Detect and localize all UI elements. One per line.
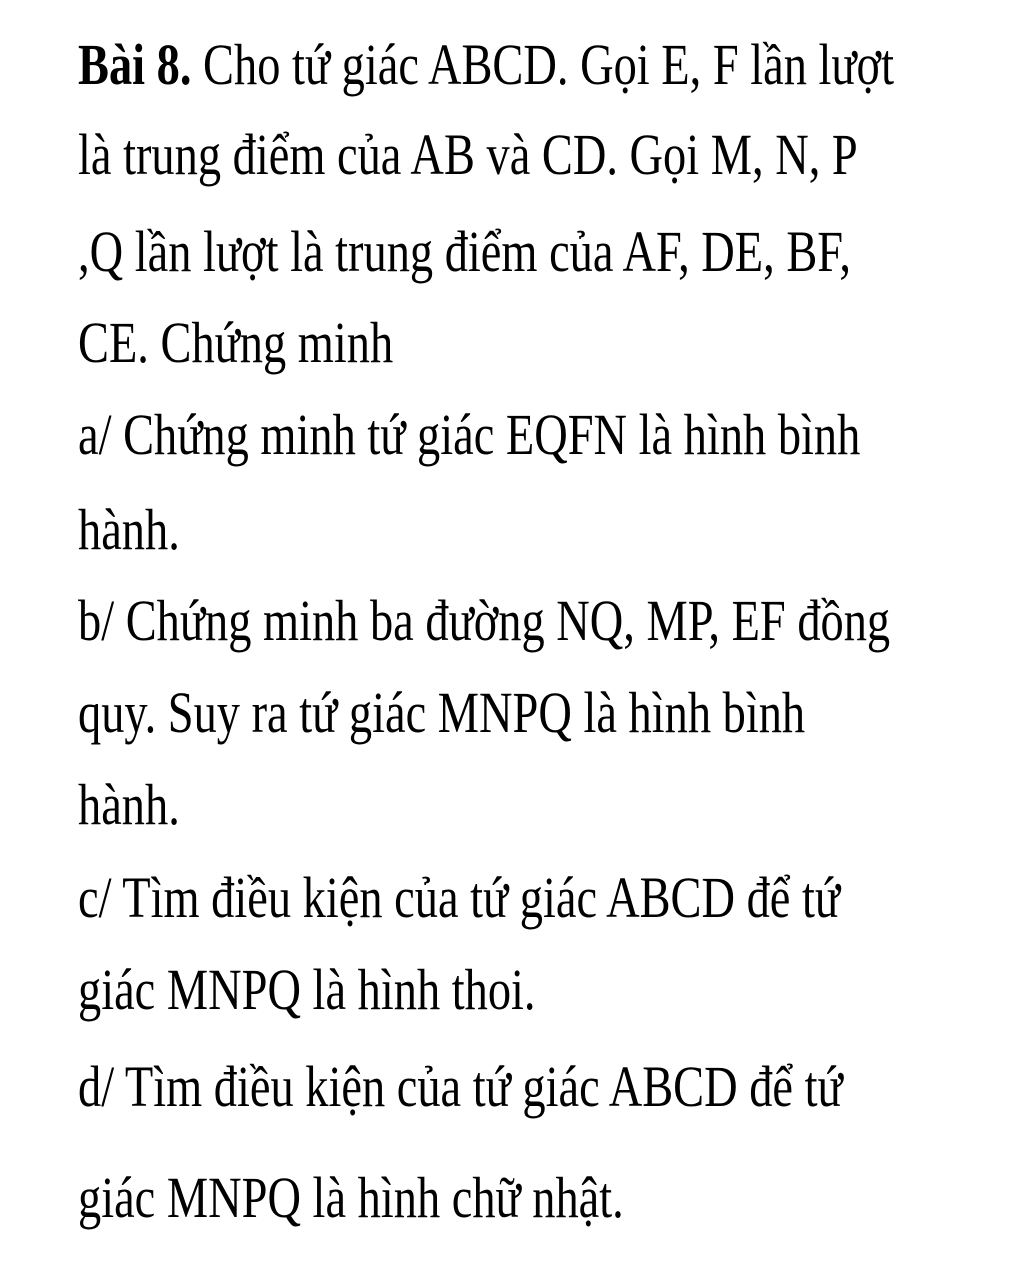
part-d-line: d/ Tìm điều kiện của tứ giác ABCD để tứ [78, 1054, 843, 1119]
part-a-line: a/ Chứng minh tứ giác EQFN là hình bình [78, 402, 861, 467]
problem-line: ,Q lần lượt là trung điểm của AF, DE, BF, [78, 219, 851, 284]
part-b-line: hành. [78, 772, 180, 837]
problem-title: Bài 8. [78, 32, 192, 97]
part-c-line: giác MNPQ là hình thoi. [78, 957, 536, 1022]
problem-intro-line [78, 30, 894, 100]
problem-line: CE. Chứng minh [78, 310, 394, 375]
part-a-line: hành. [78, 497, 180, 562]
problem-intro-text: Cho tứ giác ABCD. Gọi E, F lần lượt [191, 32, 894, 97]
part-b-line: quy. Suy ra tứ giác MNPQ là hình bình [78, 680, 806, 745]
part-b-line: b/ Chứng minh ba đường NQ, MP, EF đồng [78, 588, 891, 653]
problem-line: là trung điểm của AB và CD. Gọi M, N, P [78, 122, 858, 187]
part-c-line: c/ Tìm điều kiện của tứ giác ABCD để tứ [78, 865, 841, 930]
part-d-line: giác MNPQ là hình chữ nhật. [78, 1165, 624, 1230]
